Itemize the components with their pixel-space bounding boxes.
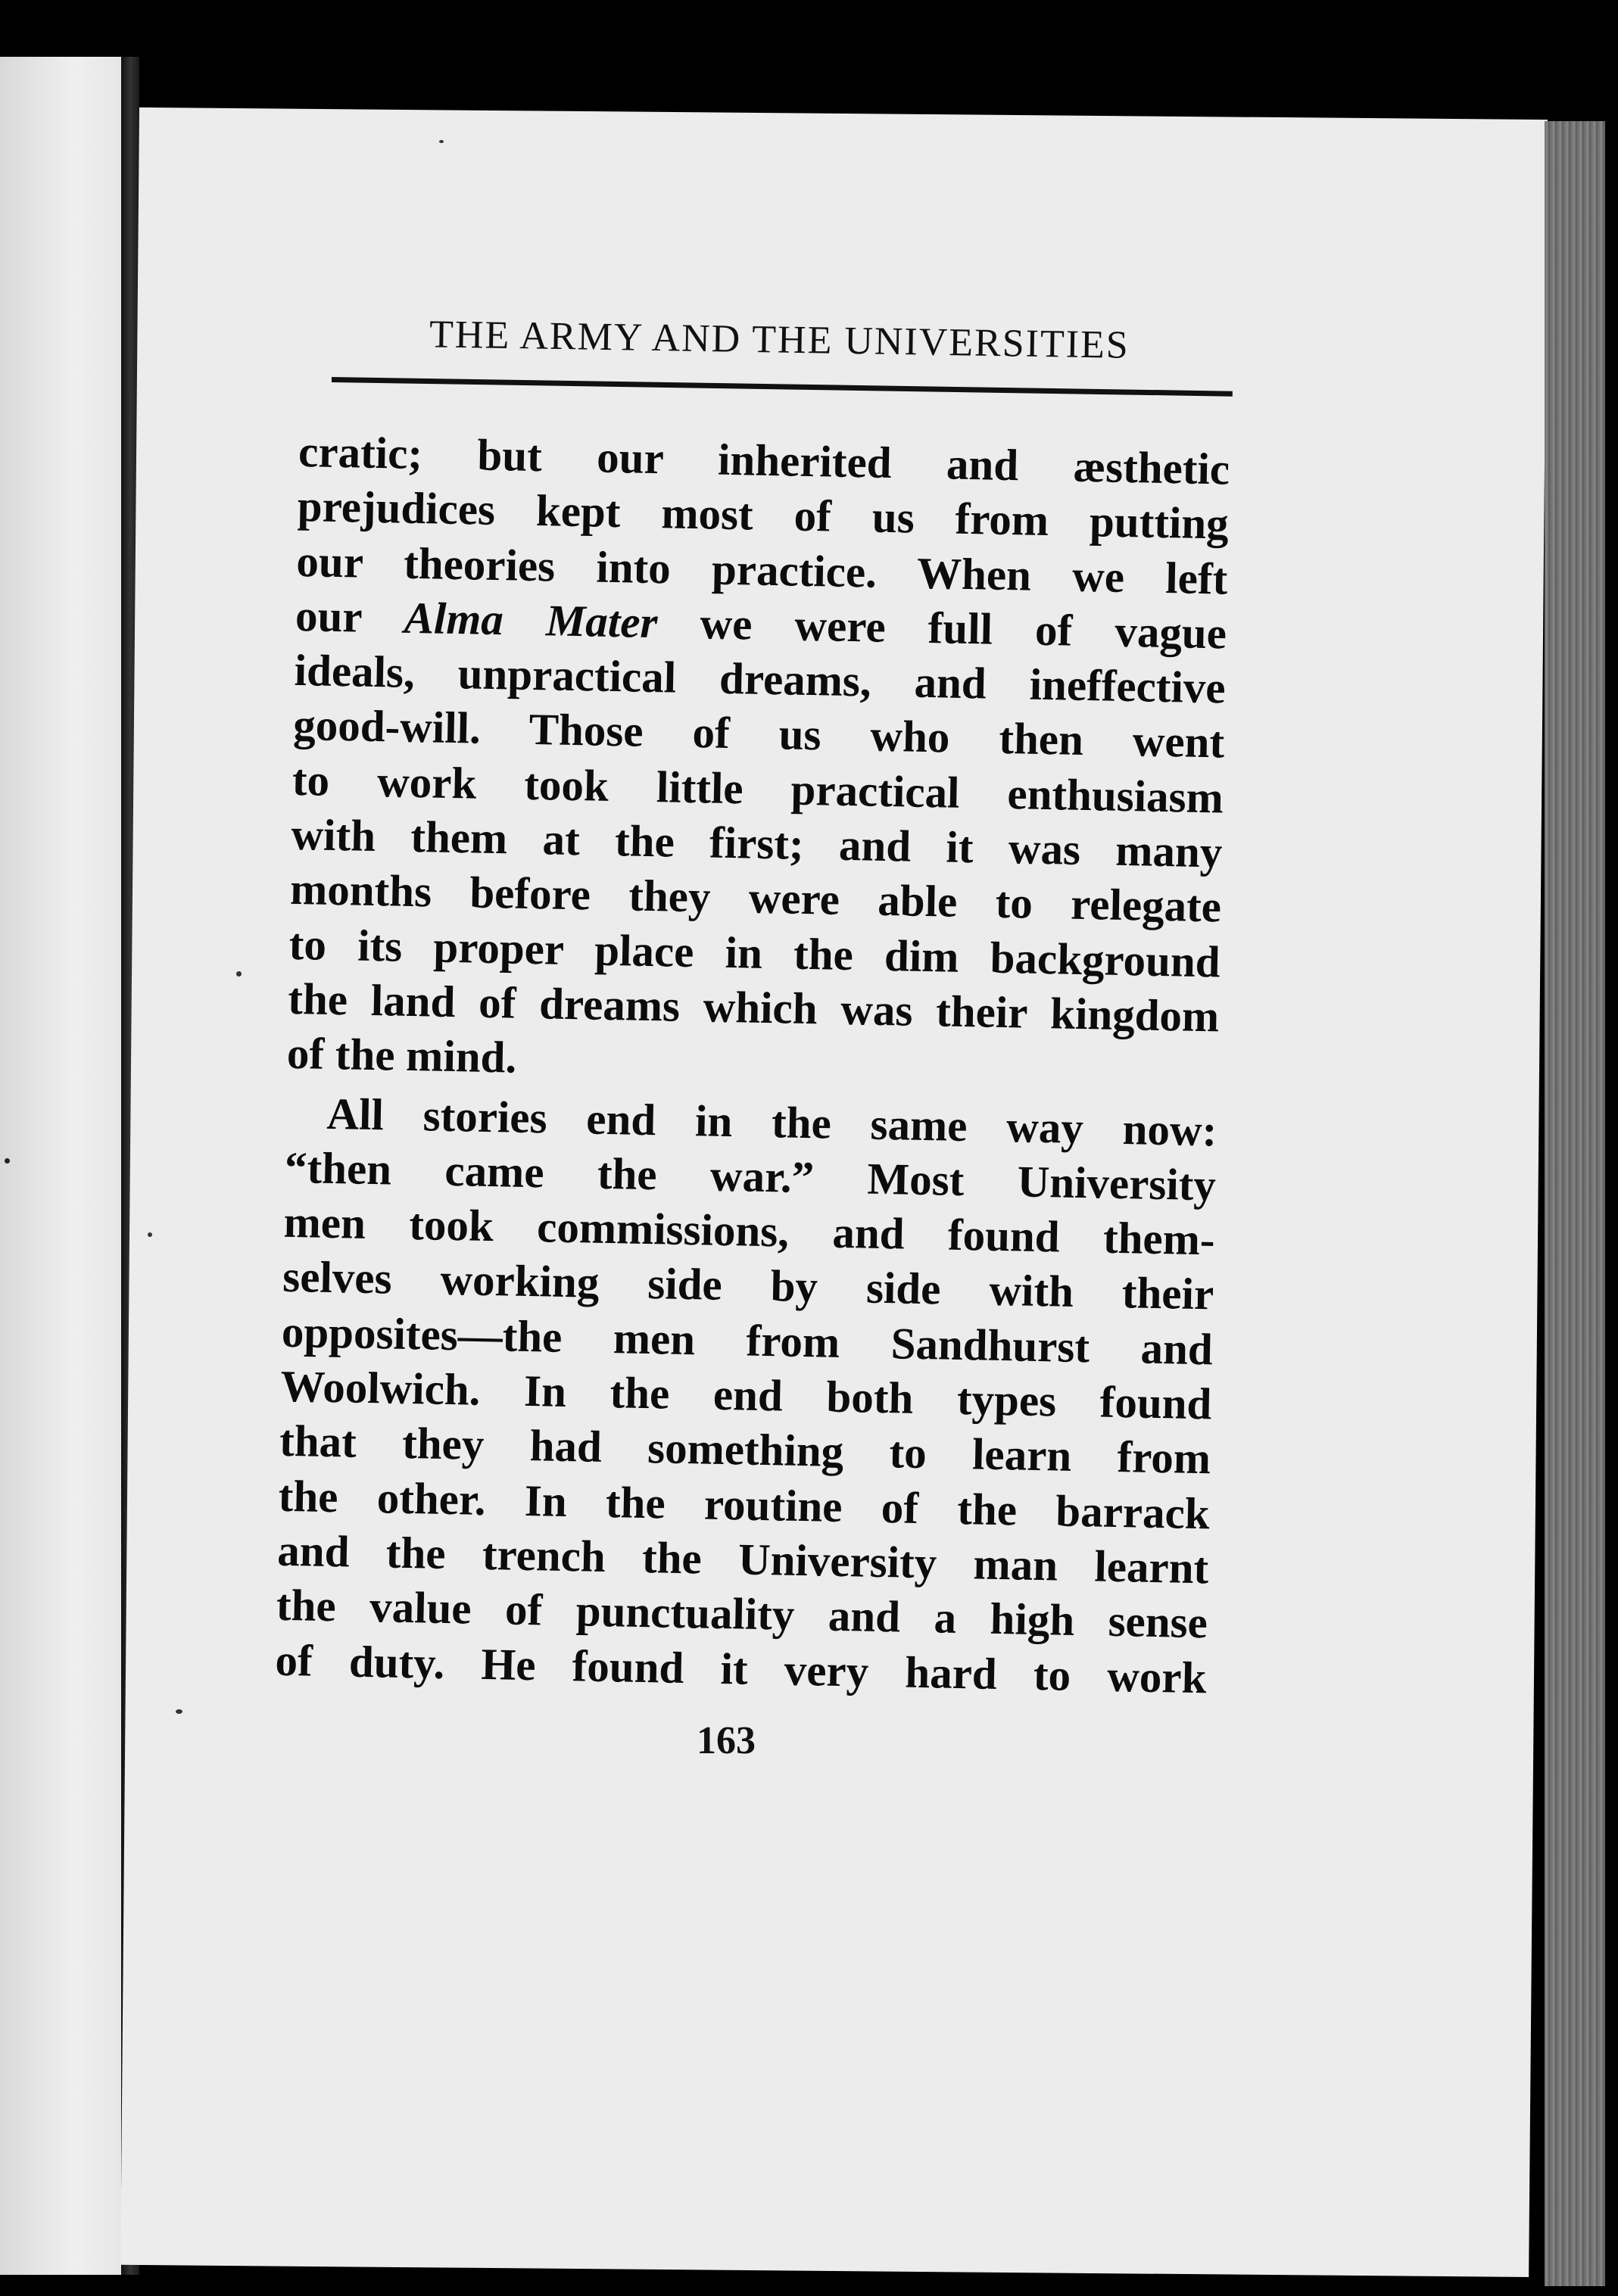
text-line: of duty. He found it very hard to work: [275, 1634, 1208, 1703]
page-speck: [148, 1232, 152, 1237]
text-line: cratic; but our inherited and æsthetic: [298, 425, 1230, 494]
text-line: opposites—the men from Sandhurst and: [281, 1306, 1214, 1375]
text-fragment: we were full of vague: [656, 597, 1227, 659]
page-speck: [439, 140, 444, 143]
page-speck: [5, 1158, 10, 1164]
text-fragment: our: [295, 590, 405, 643]
text-line: with them at the first; and it was many: [290, 808, 1224, 877]
text-line: months before they were able to relegate: [289, 864, 1222, 932]
text-line: selves working side by side with their: [282, 1251, 1214, 1319]
text-line: the value of punctuality and a high sense: [276, 1579, 1208, 1648]
page-speck: [176, 1709, 182, 1714]
text-line: Woolwich. In the end both types found: [279, 1360, 1213, 1429]
text-line: All stories end in the same way now:: [326, 1088, 1217, 1156]
text-line: and the trench the University man learnt: [276, 1525, 1209, 1593]
text-line: men took commissions, and found them-: [283, 1196, 1216, 1265]
text-line: prejudices kept most of us from putting: [297, 481, 1230, 549]
facing-page-edge: [0, 57, 121, 2275]
text-line: the other. In the routine of the barrack: [278, 1470, 1211, 1538]
text-line: our theories into practice. When we left: [295, 535, 1228, 604]
text-line: that they had something to learn from: [279, 1416, 1211, 1484]
running-head: THE ARMY AND THE UNIVERSITIES: [429, 313, 1130, 367]
text-line: of the mind.: [286, 1028, 517, 1083]
page-speck: [236, 971, 242, 977]
text-line: good-will. Those of us who then went: [292, 699, 1225, 768]
page-edges: [1545, 121, 1605, 2286]
body-text: [275, 424, 1230, 1705]
italic-phrase: Alma Mater: [404, 592, 659, 648]
page-number: 163: [697, 1719, 756, 1762]
text-line: ideals, unpractical dreams, and ineffective: [294, 645, 1227, 713]
text-line: the land of dreams which was their kingdom: [287, 973, 1220, 1042]
text-line: “then came the war.” Most University: [284, 1142, 1217, 1210]
text-line: to work took little practical enthusiasm: [291, 754, 1224, 823]
text-line: to its proper place in the dim background: [288, 918, 1221, 987]
